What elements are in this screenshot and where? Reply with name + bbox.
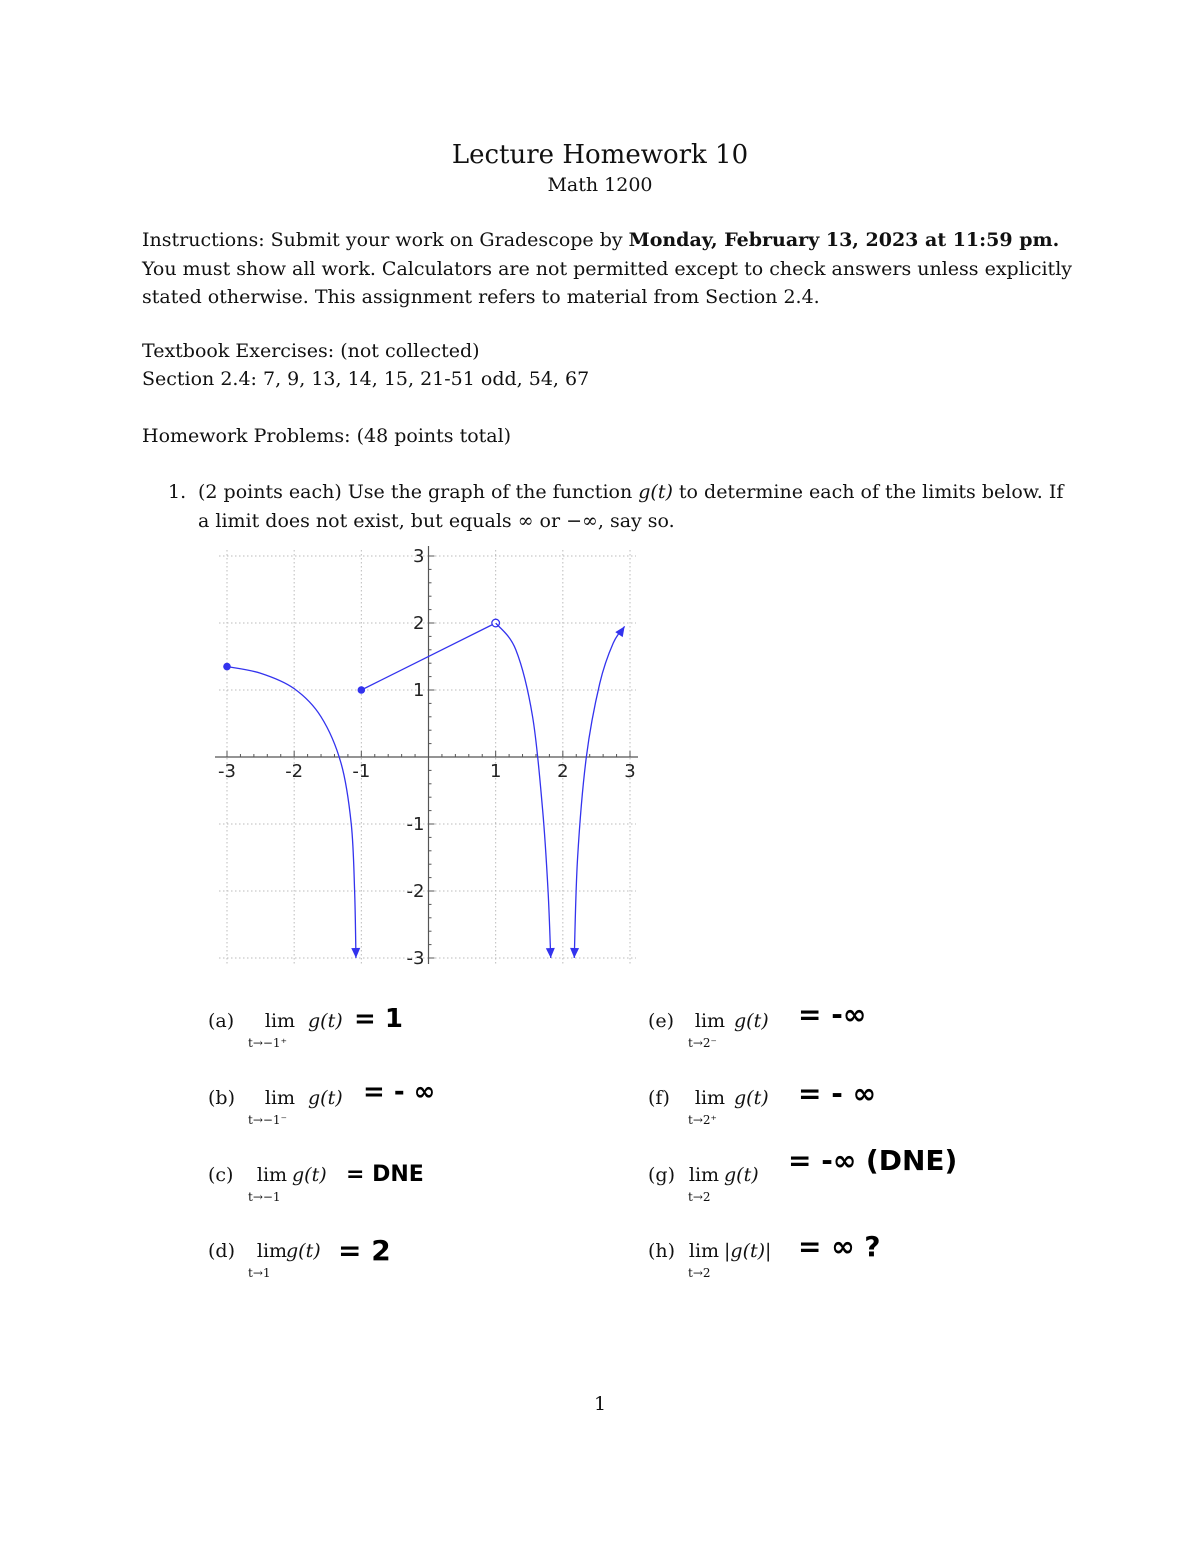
instructions-prefix: Instructions: Submit your work on Gradescope by xyxy=(142,229,629,251)
part-label: (c) xyxy=(208,1164,234,1186)
function-graph xyxy=(205,540,645,970)
problem-text-a: (2 points each) Use the graph of the function xyxy=(198,481,639,503)
textbook-list: Section 2.4: 7, 9, 13, 14, 15, 21-51 odd, 54, 67 xyxy=(142,368,590,390)
part-function: |g(t)| xyxy=(724,1240,772,1262)
problem-text xyxy=(198,478,1068,535)
x-tick-label: -3 xyxy=(218,761,236,782)
arrow-head xyxy=(546,948,555,958)
part-label: (b) xyxy=(208,1087,235,1109)
textbook-heading: Textbook Exercises: (not collected) xyxy=(142,340,480,362)
lim-symbol: lim xyxy=(264,1010,296,1032)
axes xyxy=(215,546,638,964)
x-tick-label: 1 xyxy=(489,761,502,782)
part-label: (h) xyxy=(648,1240,676,1262)
handwritten-answer: = DNE xyxy=(346,1162,424,1187)
function-name: g(t) xyxy=(638,481,673,503)
lim-subscript: t→−1⁻ xyxy=(248,1113,287,1127)
handwritten-answer: = - ∞ xyxy=(363,1077,436,1107)
curves xyxy=(223,619,624,958)
closed-endpoint xyxy=(358,686,366,694)
lim-subscript: t→2⁺ xyxy=(688,1113,717,1127)
handwritten-answer: = ∞ ? xyxy=(798,1230,881,1263)
y-tick-label: 2 xyxy=(413,613,425,634)
x-tick-label: 2 xyxy=(557,761,569,782)
y-tick-label: -3 xyxy=(406,948,425,969)
lim-subscript: t→−1 xyxy=(248,1190,281,1204)
x-tick-label: 3 xyxy=(624,761,636,782)
lim-subscript: t→2 xyxy=(688,1266,711,1280)
part-function: g(t) xyxy=(308,1087,343,1109)
curve-segment xyxy=(227,667,356,958)
problem-text-b: to determine each of the limits below. If a limit does not exist, but equals ∞ or −∞, say so. xyxy=(198,481,1064,532)
part-function: g(t) xyxy=(724,1164,759,1186)
lim-symbol: lim xyxy=(694,1010,726,1032)
handwritten-answer: = 2 xyxy=(338,1234,391,1267)
y-tick-label: -2 xyxy=(406,881,425,902)
part-function: g(t) xyxy=(734,1087,769,1109)
handwritten-answer: = 1 xyxy=(354,1004,403,1034)
lim-subscript: t→2⁻ xyxy=(688,1036,717,1050)
y-tick-label: 1 xyxy=(413,680,425,701)
curve-segment xyxy=(574,626,624,958)
arrow-head xyxy=(570,948,579,958)
problem-number: 1. xyxy=(168,481,187,503)
lim-subscript: t→1 xyxy=(248,1266,271,1280)
arrow-head xyxy=(351,948,360,958)
part-label: (f) xyxy=(648,1087,670,1109)
part-label: (e) xyxy=(648,1010,675,1032)
lim-symbol: lim xyxy=(264,1087,296,1109)
handwritten-answer: = -∞ (DNE) xyxy=(788,1144,958,1177)
instructions xyxy=(142,226,1072,312)
deadline: Monday, February 13, 2023 at 11:59 pm. xyxy=(628,229,1060,251)
page-number: 1 xyxy=(593,1393,607,1415)
lim-symbol: lim xyxy=(688,1240,720,1262)
handwritten-answer: = -∞ xyxy=(798,998,867,1031)
part-function: g(t) xyxy=(286,1240,321,1262)
parts-right-column xyxy=(648,998,1068,1310)
problem-1 xyxy=(168,478,1068,535)
y-tick-label: -1 xyxy=(406,814,425,835)
lim-symbol: lim xyxy=(256,1240,288,1262)
closed-endpoint xyxy=(223,663,231,671)
part-function: g(t) xyxy=(292,1164,327,1186)
part-function: g(t) xyxy=(734,1010,769,1032)
page-title: Lecture Homework 10 xyxy=(451,140,749,170)
part-label: (d) xyxy=(208,1240,235,1262)
x-tick-label: -1 xyxy=(352,761,371,782)
lim-symbol: lim xyxy=(694,1087,726,1109)
y-tick-label: 3 xyxy=(413,546,425,567)
lim-subscript: t→−1⁺ xyxy=(248,1036,287,1050)
part-label: (a) xyxy=(208,1010,235,1032)
curve-segment xyxy=(496,623,551,958)
handwritten-answer: = - ∞ xyxy=(798,1077,876,1110)
lim-symbol: lim xyxy=(688,1164,720,1186)
course-name: Math 1200 xyxy=(547,174,653,196)
lim-subscript: t→2 xyxy=(688,1190,711,1204)
parts-left-column xyxy=(208,1004,628,1310)
lim-symbol: lim xyxy=(256,1164,288,1186)
homework-heading: Homework Problems: (48 points total) xyxy=(142,425,512,447)
instructions-rest: You must show all work. Calculators are not permitted except to check answers unless explicitly stated otherwise. This assignment refers to material from Section 2.4. xyxy=(142,257,1073,308)
part-function: g(t) xyxy=(308,1010,343,1032)
part-label: (g) xyxy=(648,1164,675,1186)
x-tick-label: -2 xyxy=(285,761,304,782)
